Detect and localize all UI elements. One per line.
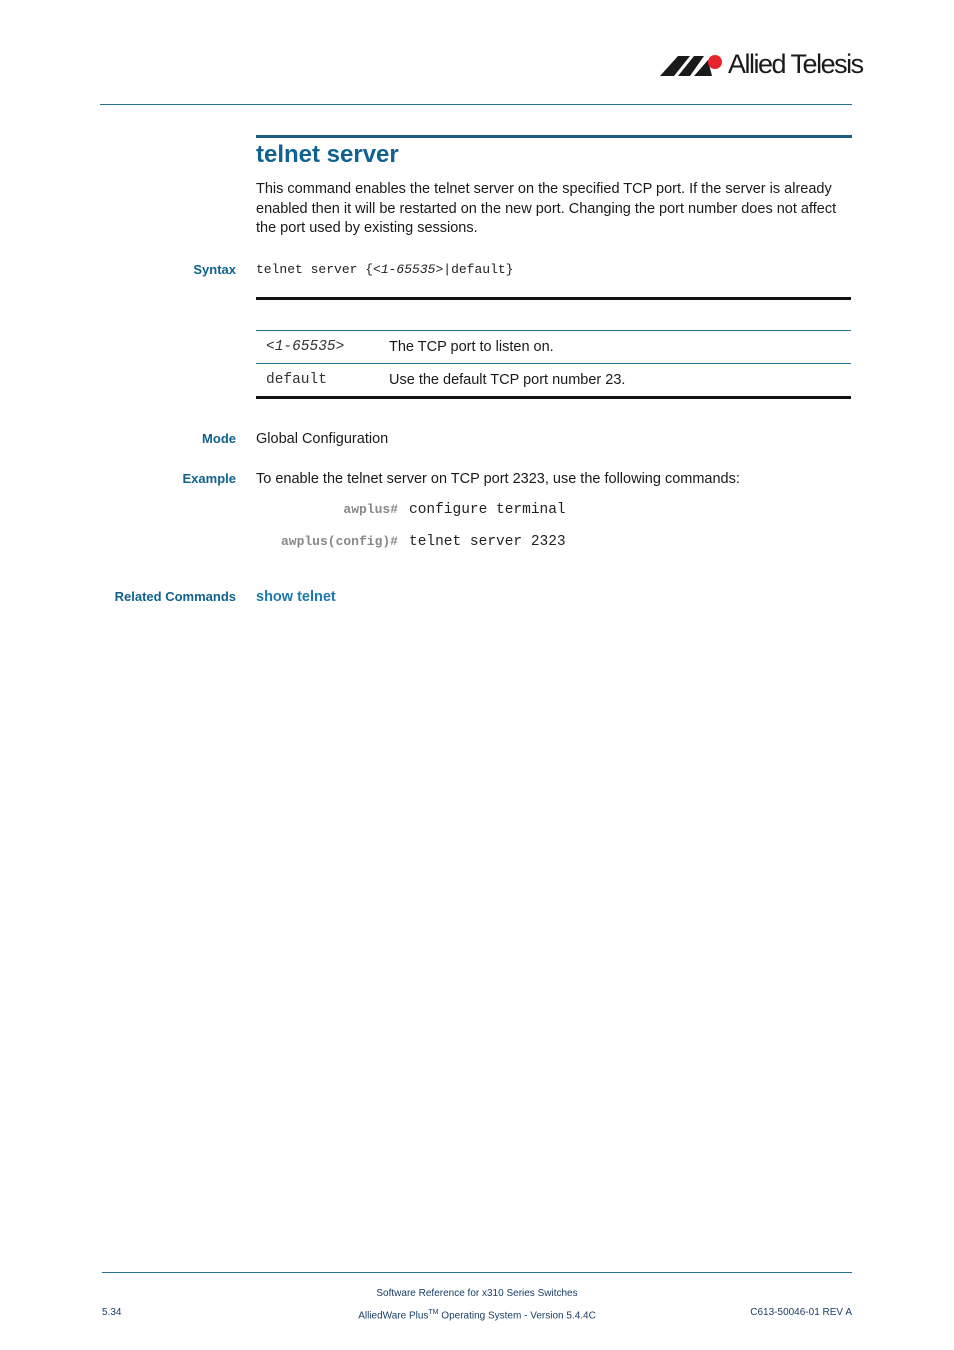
mode-value: Global Configuration [256,431,389,447]
related-commands-label: Related Commands [114,589,236,604]
cli-command: telnet server 2323 [409,534,566,550]
table-row [256,331,851,363]
footer-document-id: C613-50046-01 REV A [750,1307,852,1318]
syntax-label: Syntax [193,262,236,277]
table-row [256,364,851,396]
parameter-table [256,297,851,399]
example-code-line [0,534,954,554]
title-rule [256,135,852,138]
syntax-line [256,261,513,279]
param-description: The TCP port to listen on. [389,339,554,355]
logo-mark-icon [660,52,724,76]
mode-label: Mode [202,431,236,446]
syntax-param: <1-65535> [373,262,444,277]
header-divider [100,104,852,105]
show-telnet-link[interactable]: show telnet [256,589,336,605]
command-description: This command enables the telnet server on the specified TCP port. If the server is already enabled then it will be restarted on the new port. Changing the port number does not affect the port used by existing sessions. [256,181,837,237]
syntax-separator: | [443,262,452,277]
footer-os-version: Operating System - Version 5.4.4C [438,1310,596,1322]
footer-product: AlliedWare Plus [358,1310,429,1322]
logo-text: Allied Telesis [728,49,863,79]
syntax-prefix: telnet server { [256,262,374,277]
cli-prompt: awplus(config)# [280,534,398,549]
footer-page-number: 5.34 [102,1307,122,1318]
param-name: default [266,372,327,388]
cli-command: configure terminal [409,502,566,518]
example-label: Example [182,471,236,486]
example-text: To enable the telnet server on TCP port 2323, use the following commands: [256,471,740,487]
cli-prompt: awplus# [343,502,398,517]
footer-divider [102,1272,852,1273]
param-name: <1-65535> [266,339,345,355]
example-code-line [0,502,954,522]
footer-trademark: TM [428,1309,439,1316]
command-title: telnet server [256,141,399,168]
allied-telesis-logo [660,50,863,78]
syntax-suffix: default} [451,262,514,277]
param-description: Use the default TCP port number 23. [389,372,626,388]
footer-title: Software Reference for x310 Series Switches [376,1288,578,1299]
table-bottom-rule [256,396,851,399]
